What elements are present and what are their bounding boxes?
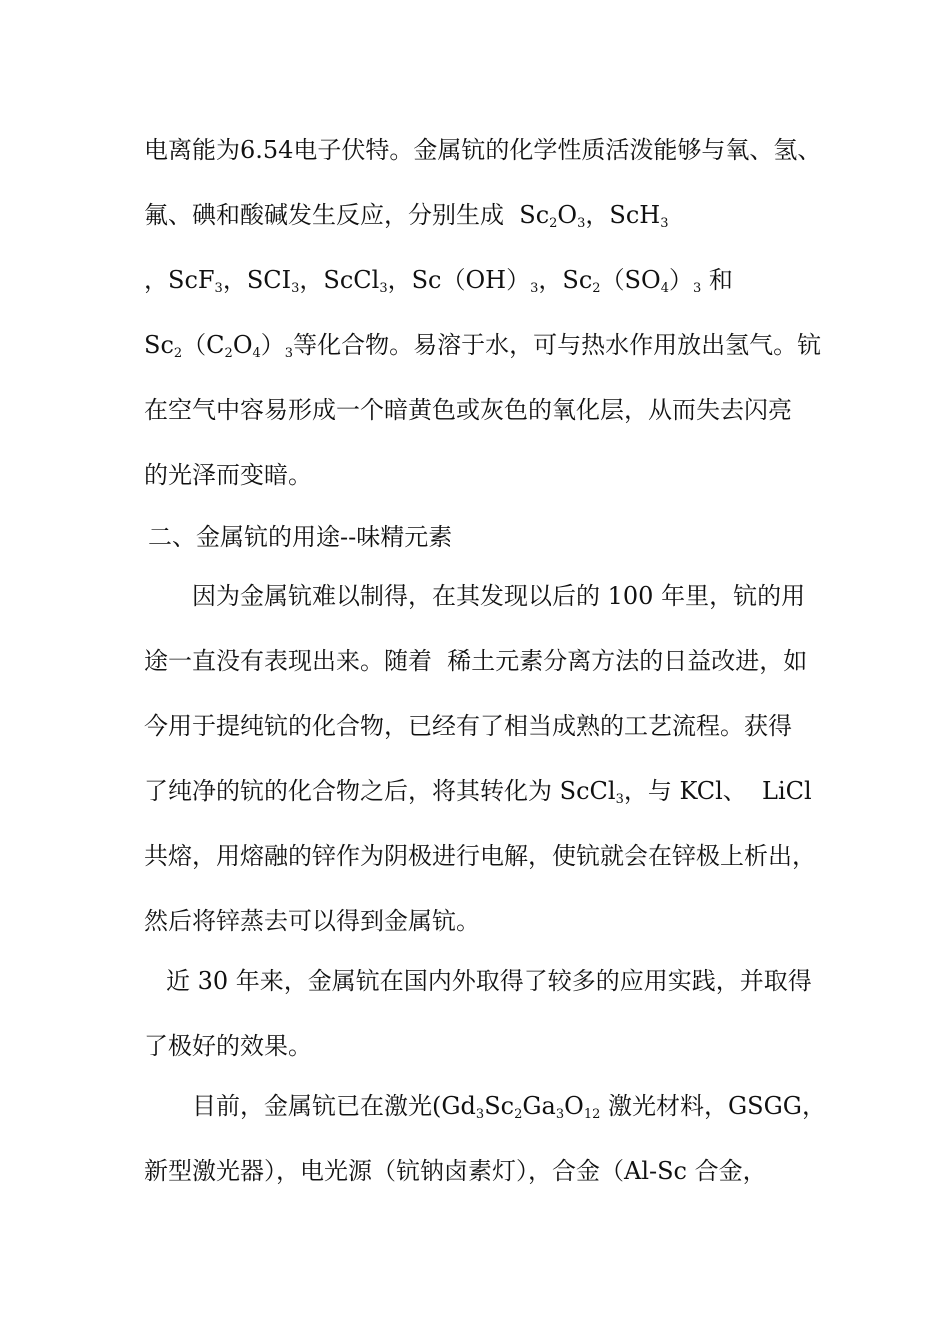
paragraph-line: 共熔，用熔融的锌作为阴极进行电解，使钪就会在锌极上析出，	[144, 842, 816, 870]
paragraph-line: 今用于提纯钪的化合物，已经有了相当成熟的工艺流程。获得	[144, 712, 792, 740]
paragraph-line: $Sc_2(C_2O_4)_3$等化合物。易溶于水，可与热水作用放出氢气。钪	[144, 331, 822, 361]
paragraph-line: 了极好的效果。	[144, 1032, 312, 1060]
paragraph-line: 途一直没有表现出来。随着 稀土元素分离方法的日益改进，如	[144, 647, 808, 675]
paragraph-line: 氟、碘和酸碱发生反应，分别生成 $Sc_2O_3$，ScH$_3$	[144, 201, 669, 231]
paragraph-line: 新型激光器），电光源（钪钠卤素灯），合金（Al-Sc 合金，	[144, 1157, 767, 1185]
paragraph-line: 了纯净的钪的化合物之后，将其转化为 ScCl$_3$，与 KCl、 LiCl	[144, 777, 812, 807]
paragraph-line: 电离能为6.54电子伏特。金属钪的化学性质活泼能够与氧、氢、	[144, 136, 822, 164]
paragraph-line: 因为金属钪难以制得，在其发现以后的 100 年里，钪的用	[192, 582, 806, 610]
paragraph-line: 目前，金属钪已在激光($Gd_3Sc_2Ga_3O_{12}$ 激光材料，GSGG，	[192, 1092, 826, 1122]
paragraph-line: ，ScF$_3$，$SCI_3$，ScCl$_3$，$Sc(OH)_3$，$Sc_2(SO_4)_3$ 和	[144, 266, 733, 296]
paragraph-line: 然后将锌蒸去可以得到金属钪。	[144, 907, 480, 935]
paragraph-line: 近 30 年来，金属钪在国内外取得了较多的应用实践，并取得	[166, 967, 812, 995]
paragraph-line: 的光泽而变暗。	[144, 461, 312, 489]
paragraph-line: 在空气中容易形成一个暗黄色或灰色的氧化层，从而失去闪亮	[144, 396, 792, 424]
section-heading: 二、金属钪的用途--味精元素	[148, 523, 453, 551]
